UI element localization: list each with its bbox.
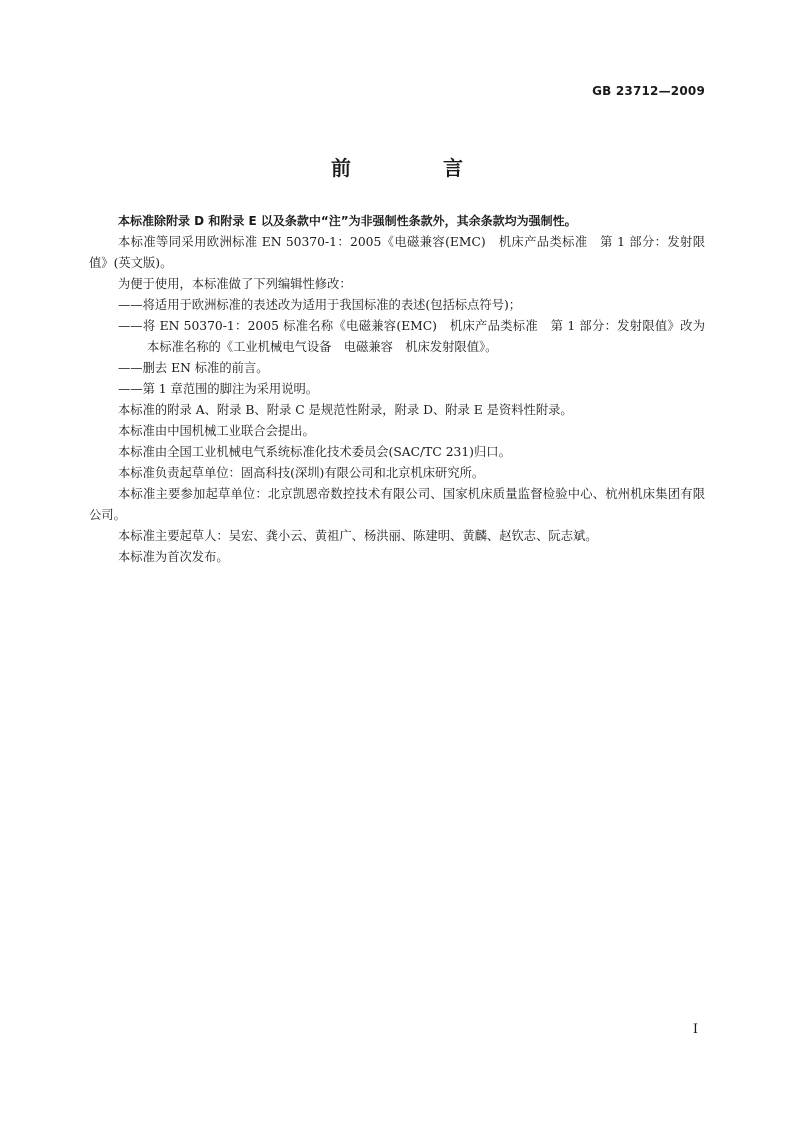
standard-code: GB 23712—2009 [592,84,705,98]
page-number: I [692,1022,698,1037]
technical-committee-paragraph: 本标准由全国工业机械电气系统标准化技术委员会(SAC/TC 231)归口。 [118,445,511,459]
proposer-paragraph: 本标准由中国机械工业联合会提出。 [118,424,315,438]
edit-item-4: ——第 1 章范围的脚注为采用说明。 [118,382,319,396]
annex-paragraph: 本标准的附录 A、附录 B、附录 C 是规范性附录，附录 D、附录 E 是资料性附录。 [118,403,573,417]
foreword-body [89,211,705,568]
drafting-unit-paragraph: 本标准负责起草单位：固高科技(深圳)有限公司和北京机床研究所。 [118,466,485,480]
participating-units-paragraph: 本标准主要参加起草单位：北京凯恩帝数控技术有限公司、国家机床质量监督检验中心、杭州机床集团有限公司。 [89,487,705,522]
adoption-paragraph: 本标准等同采用欧洲标准 EN 50370-1：2005《电磁兼容(EMC) 机床产品类标准 第 1 部分：发射限值》(英文版)。 [89,235,705,270]
edits-intro-paragraph: 为便于使用，本标准做了下列编辑性修改： [118,277,352,291]
page-title: 前 言 [331,156,499,180]
first-release-paragraph: 本标准为首次发布。 [118,550,229,564]
edit-item-3: ——删去 EN 标准的前言。 [118,361,269,375]
edit-item-1: ——将适用于欧洲标准的表述改为适用于我国标准的表述(包括标点符号)； [118,298,522,312]
edit-item-2: ——将 EN 50370-1：2005 标准名称《电磁兼容(EMC) 机床产品类标准 第 1 部分：发射限值》改为本标准名称的《工业机械电气设备 电磁兼容 机床发射限值》。 [118,319,705,354]
drafters-paragraph: 本标准主要起草人：吴宏、龚小云、黄祖广、杨洪丽、陈建明、黄麟、赵钦志、阮志斌。 [118,529,598,543]
mandatory-clause-paragraph: 本标准除附录 D 和附录 E 以及条款中“注”为非强制性条款外，其余条款均为强制性。 [118,214,577,228]
